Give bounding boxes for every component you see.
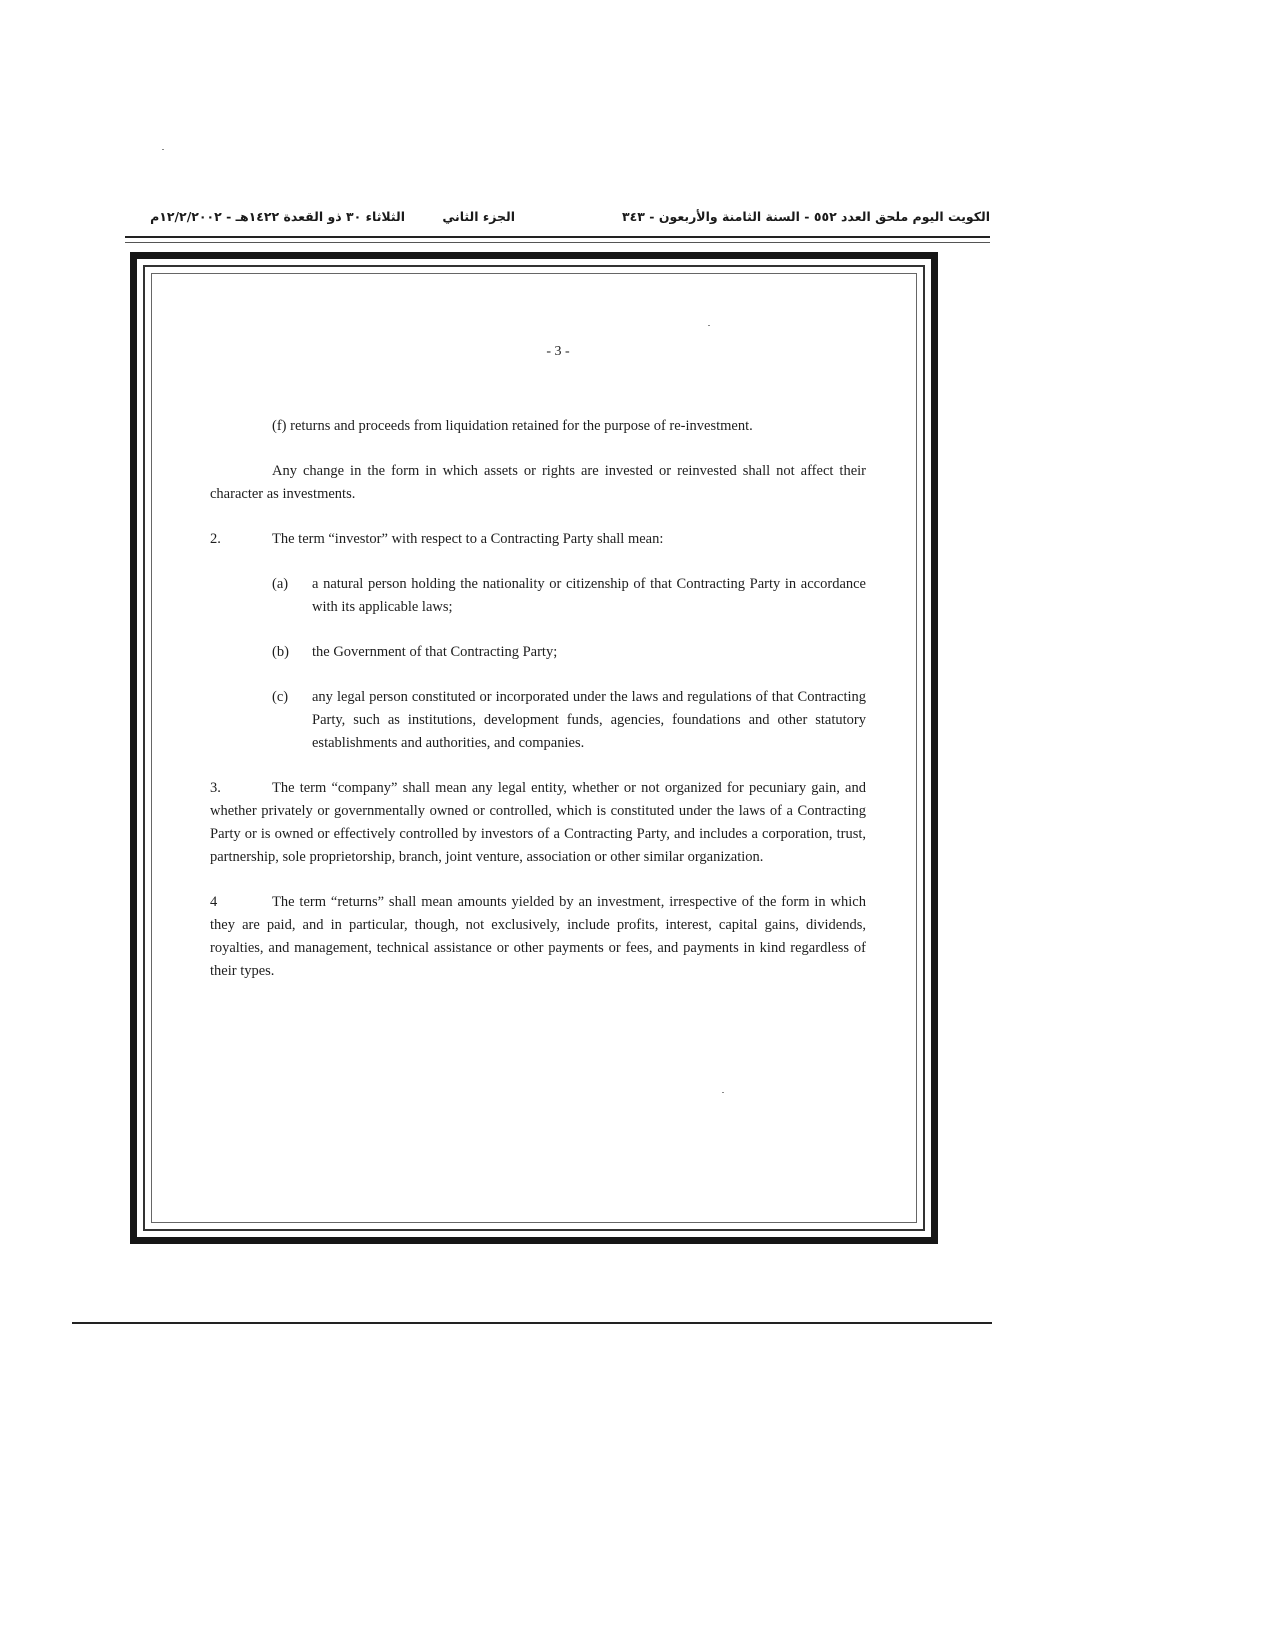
item-a-label: (a): [272, 576, 289, 592]
gazette-header: [125, 205, 990, 233]
item-b-label: (b): [272, 644, 289, 660]
scan-speck: [722, 1092, 724, 1093]
section-4-number: 4: [210, 894, 218, 910]
header-date: الثلاثاء ٣٠ ذو القعدة ١٤٢٢هـ - ١٢/٢/٢٠٠٢م: [150, 209, 405, 224]
scan-speck: [708, 325, 710, 326]
item-a-text: a natural person holding the nationality or citizenship of that Contracting Party in accordance with its applicable laws;: [312, 576, 866, 615]
scan-speck: [162, 149, 164, 150]
section-2-text: The term “investor” with respect to a Contracting Party shall mean:: [272, 531, 664, 547]
header-part: الجزء الثاني: [442, 209, 515, 224]
footer-rule: [72, 1322, 992, 1324]
section-4-text: The term “returns” shall mean amounts yielded by an investment, irrespective of the form in which they are paid, and in particular, though, not exclusively, include profits, interest, capital gains, dividends, royalties, and management, technical assistance or other payments or fees, and payments in kind regardless of their types.: [210, 894, 866, 979]
item-c-text: any legal person constituted or incorporated under the laws and regulations of that Contracting Party, such as institutions, development funds, agencies, foundations and other statutory establishments and authorities, and companies.: [312, 689, 866, 751]
document-body: [210, 340, 866, 983]
page-number: - 3 -: [546, 344, 570, 359]
section-2: [210, 528, 866, 551]
paragraph-f: (f) returns and proceeds from liquidation retained for the purpose of re-investment.: [272, 418, 753, 434]
section-3: [210, 777, 866, 869]
item-b-text: the Government of that Contracting Party;: [312, 644, 558, 660]
section-4: [210, 891, 866, 983]
item-c: [272, 686, 866, 755]
header-rule: [125, 236, 990, 238]
item-a: [272, 573, 866, 619]
section-2-number: 2.: [210, 531, 221, 547]
paragraph-any-change: Any change in the form in which assets or rights are invested or reinvested shall not affect their character as investments.: [210, 463, 866, 502]
header-publication: الكويت اليوم ملحق العدد ٥٥٢ - السنة الثامنة والأربعون - ٣٤٣: [622, 209, 990, 224]
section-3-text: The term “company” shall mean any legal entity, whether or not organized for pecuniary gain, and whether privately or governmentally owned or controlled, which is constituted under the laws of a Contracting Party or is owned or effectively controlled by investors of a Contracting Party, and includes a corporation, trust, partnership, sole proprietorship, branch, joint venture, association or other similar organization.: [210, 780, 866, 865]
section-3-number: 3.: [210, 780, 221, 796]
item-b: [272, 641, 866, 664]
item-c-label: (c): [272, 689, 289, 705]
header-rule-thin: [125, 242, 990, 243]
